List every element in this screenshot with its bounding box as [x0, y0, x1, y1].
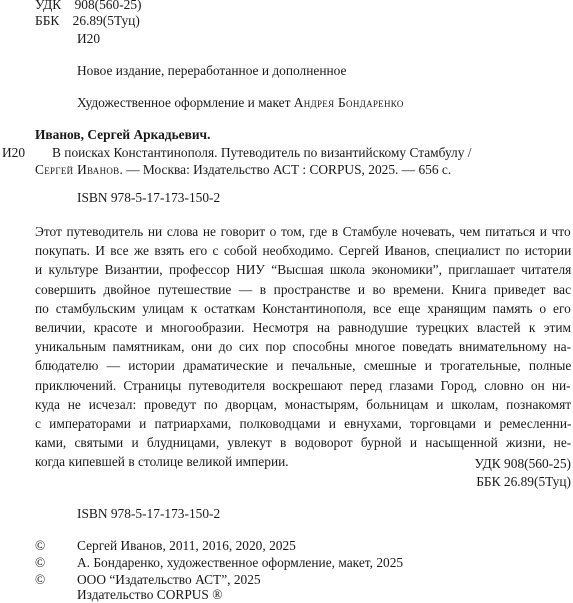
annotation-line: Этот путеводитель ни слова не говорит о том, где в Стамбуле ночевать, чем питаться и что: [35, 224, 571, 239]
annotation-line: совершить двойное путешествие — в пространстве и во времени. Книга приведет вас: [35, 281, 572, 297]
design-note-prefix: Художественное оформление и макет: [77, 95, 294, 110]
annotation-line: покупать. И все же взять его с собой необходимо. Сергей Иванов, специалист по истории: [35, 243, 572, 259]
annotation-line: приключений. Страницы путеводителя воскрешают перед глазами Город, словно он ни-: [35, 377, 571, 393]
annotation-line: с императорами и патриархами, полководцами и евнухами, торговцами и ремесленни-: [35, 416, 572, 432]
annotation-line: когда кипевшей в столице великой империи.: [35, 454, 289, 470]
bbk-top: [35, 13, 140, 29]
annotation-line: уникальным памятникам, они до сих пор способны многое поведать внимательному на-: [35, 339, 572, 355]
record-imprint-text: . — Москва: Издательство АСТ : CORPUS, 2025. — 656 с.: [119, 162, 452, 177]
annotation-line: величии, красоте и многообразии. Несмотря на равнодушие турецких властей к этим: [35, 320, 571, 336]
copyright-text: А. Бондаренко, художественное оформление, макет, 2025: [77, 555, 404, 570]
bbk-value: 26.89(5Туц): [72, 13, 140, 28]
annotation-line: куда не исчезал: проведут по дворцам, монастырям, больницам и школам, познакомят: [35, 396, 572, 412]
udk-bottom: УДК 908(560-25): [474, 456, 571, 471]
record-mark: И20: [2, 145, 26, 160]
copyright-symbol: ©: [35, 572, 46, 587]
udk-label: УДК: [35, 0, 62, 12]
annotation-line: блюдателю — истории драматические и печальные, смешные и трогательные, полные: [35, 358, 572, 374]
annotation-line: по стамбульским улицам к остаткам Константинополя, все еще хранящим память о его: [35, 300, 571, 316]
isbn-bottom: ISBN 978-5-17-173-150-2: [77, 506, 221, 521]
publisher-line: Издательство CORPUS ®: [77, 587, 223, 602]
edition-note: Новое издание, переработанное и дополненное: [77, 63, 347, 78]
copyright-symbol: ©: [35, 538, 46, 553]
bbk-bottom: ББК 26.89(5Туц): [476, 474, 571, 489]
annotation-line: ками, святыми и блудницами, увлекут в водоворот бурной и насыщенной жизни, не-: [35, 435, 572, 451]
bbk-label: ББК: [35, 13, 60, 28]
designer-name: Андрея Бондаренко: [293, 95, 404, 110]
copyright-text: ООО “Издательство АСТ”, 2025: [77, 572, 261, 587]
udk-top: [35, 0, 142, 13]
record-isbn: ISBN 978-5-17-173-150-2: [77, 190, 221, 205]
author-mark-top: И20: [77, 31, 101, 46]
udk-value: 908(560-25): [74, 0, 142, 12]
record-imprint: [35, 162, 451, 178]
copyright-symbol: ©: [35, 555, 46, 570]
record-author-sc: Сергей Иванов: [35, 162, 120, 177]
copyright-text: Сергей Иванов, 2011, 2016, 2020, 2025: [77, 538, 296, 553]
author-heading: Иванов, Сергей Аркадьевич.: [35, 127, 211, 142]
annotation-line: и культуре Византии, профессор НИУ “Высшая школа экономики”, приглашает читателя: [35, 262, 572, 278]
annotation: [35, 222, 571, 472]
design-note: [77, 95, 404, 111]
record-title: В поисках Константинополя. Путеводитель по византийскому Стамбулу /: [52, 145, 472, 160]
